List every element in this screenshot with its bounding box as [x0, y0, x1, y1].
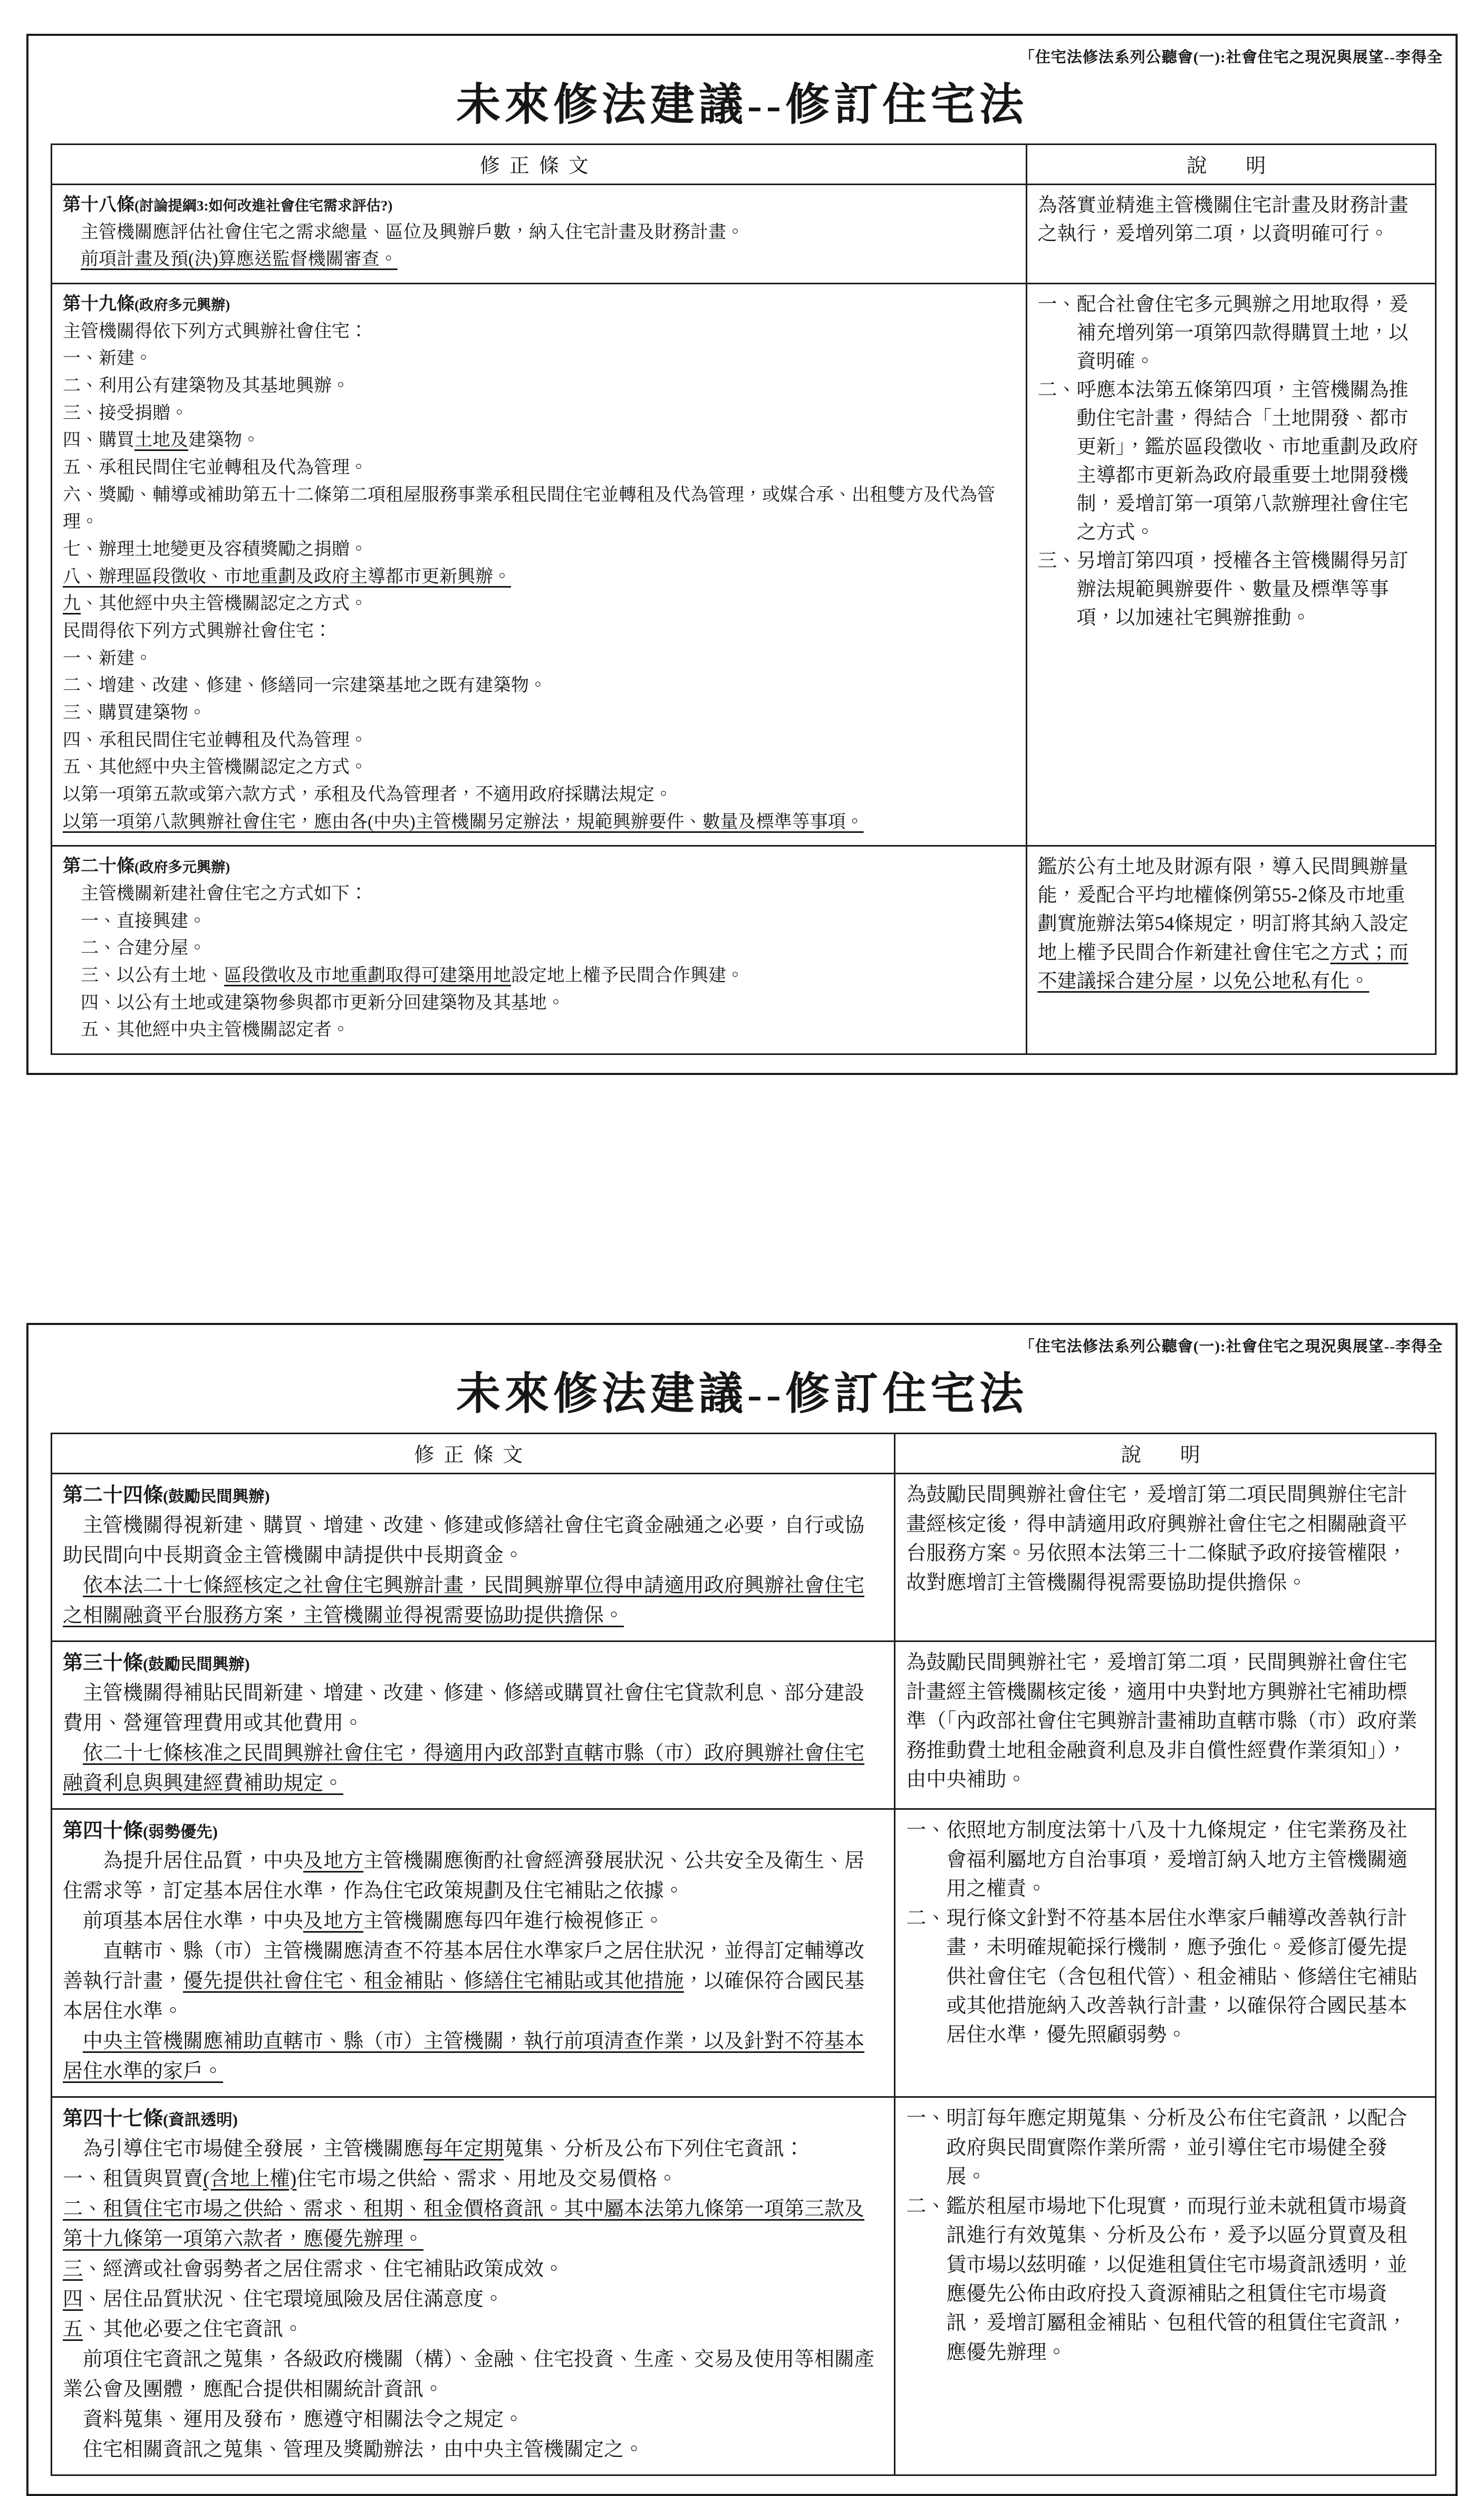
clause-text	[63, 318, 1015, 345]
underlined-text: 區段徵收及市地重劃取得可建築用地	[224, 966, 511, 986]
article-heading	[63, 853, 1015, 880]
article-heading	[63, 1816, 883, 1846]
underlined-text: 每年定期	[423, 2138, 504, 2161]
article-row	[52, 184, 1435, 283]
text-segment: 、經濟或社會弱勢者之居住需求、住宅補貼政策成效。	[83, 2258, 564, 2281]
text-segment: 主管機關應衡酌社會經濟發展狀況、公共安全及衛生、居住需求等，訂定基本居住水準，作為住宅政策規劃及住宅補貼之依據。	[63, 1850, 865, 1903]
text-segment: 一、依照地方制度法第十八及十九條規定，住宅業務及社會福利屬地方自治事項，爰增訂納入地方主管機關適用之權責。	[906, 1819, 1408, 1900]
amendment-cell	[52, 1808, 895, 2096]
explanation-cell	[1027, 184, 1435, 283]
clause-text	[63, 2284, 883, 2315]
text-segment: 五、其他經中央主管機關認定之方式。	[63, 757, 368, 777]
table-header-row	[52, 145, 1435, 184]
text-segment: 一、新建。	[63, 349, 152, 369]
text-segment: 二、利用公有建築物及其基地興辦。	[63, 376, 350, 396]
underlined-text: 及地方	[303, 1910, 364, 1933]
underlined-text: 方式；而不建議採合建分屋，以免公地私有化。	[1037, 942, 1409, 992]
amendment-table	[51, 1433, 1437, 2476]
scanned-document	[0, 34, 1484, 2496]
clause-text	[63, 2254, 883, 2284]
underlined-text: 依本法二十七條經核定之社會住宅興辦計畫，民間興辦單位得申請適用政府興辦社會住宅之相關融資平台服務方案，主管機關並得視需要協助提供擔保。	[63, 1575, 865, 1627]
text-segment: 第二十條	[63, 857, 134, 877]
column-header-explanation: 說 明	[1187, 155, 1276, 177]
clause-text	[63, 880, 1015, 908]
clause-text	[63, 1678, 883, 1739]
text-segment: 三、另增訂第四項，授權各主管機關得另訂辦法規範興辦要件、數量及標準等事項，以加速社宅興辦推動。	[1037, 550, 1409, 629]
text-segment: 二、呼應本法第五條第四項，主管機關為推動住宅計畫，得結合「土地開發、都市更新」，鑑於區段徵收、市地重劃及政府主導都市更新為政府最重要土地開發機制，爰增訂第一項第八款辦理社會住宅之方式。	[1037, 379, 1418, 544]
underlined-text: 前項計畫及預(決)算應送監督機關審查。	[81, 249, 398, 270]
column-header-amendment: 修正條文	[52, 1434, 895, 1473]
clause-text	[1038, 376, 1425, 547]
clause-text	[1038, 191, 1425, 248]
article-row	[52, 2096, 1435, 2474]
text-segment: 資料蒐集、運用及發布，應遵守相關法令之規定。	[83, 2408, 524, 2431]
text-segment: 、其他必要之住宅資訊。	[83, 2318, 304, 2341]
amendment-cell	[52, 845, 1027, 1053]
clause-text	[1038, 547, 1425, 632]
clause-text	[63, 672, 1015, 699]
text-segment: 民間得依下列方式興辦社會住宅：	[63, 621, 332, 641]
text-segment: 主管機關應每四年進行檢視修正。	[363, 1910, 664, 1933]
article-row	[52, 1640, 1435, 1808]
clause-text	[906, 2104, 1424, 2192]
table-header-row	[52, 1434, 1435, 1473]
explanation-cell	[895, 1808, 1435, 2096]
text-segment: 一、明訂每年應定期蒐集、分析及公布住宅資訊，以配合政府與民間實際作業所需，並引導住宅市場健全發展。	[906, 2107, 1408, 2188]
text-segment: 五、其他經中央主管機關認定者。	[81, 1020, 350, 1040]
clause-text	[906, 1481, 1424, 1598]
clause-text	[63, 2194, 883, 2254]
clause-text	[906, 2192, 1424, 2368]
text-segment: 前項住宅資訊之蒐集，各級政府機關（構）、金融、住宅投資、生產、交易及使用等相關產業公會及團體，應配合提供相關統計資訊。	[63, 2348, 875, 2401]
clause-text	[63, 246, 1015, 273]
text-segment: 建築物。	[188, 430, 260, 450]
text-segment: (資訊透明)	[163, 2111, 238, 2129]
article-row	[52, 283, 1435, 845]
clause-text	[906, 1816, 1424, 1904]
underlined-text: 四	[63, 2288, 83, 2311]
underlined-text: 五	[63, 2318, 83, 2341]
clause-text	[63, 2345, 883, 2405]
text-segment: 直轄市、縣（市）主管機關應清查不符基本居住水準家戶之居住狀況，並得訂定輔導改善執行計畫，	[63, 1940, 865, 1993]
text-segment: ，以確保符合國民基本居住水準。	[63, 1970, 865, 2023]
amendment-cell	[52, 283, 1027, 845]
amendment-cell	[52, 1640, 895, 1808]
text-segment: 第十八條	[63, 195, 134, 215]
underlined-text: 二、租賃住宅市場之供給、需求、租期、租金價格資訊。其中屬本法第九條第一項第三款及第十九條第一項第六款者，應優先辦理。	[63, 2198, 865, 2251]
text-segment: 五、承租民間住宅並轉租及代為管理。	[63, 458, 368, 478]
text-segment: 二、鑑於租屋市場地下化現實，而現行並未就租賃市場資訊進行有效蒐集、分析及公布，爰予以區分買賣及租賃市場以茲明確，以促進租賃住宅市場資訊透明，並應優先公佈由政府投入資源補貼之租賃住宅市場資訊，爰增訂屬租金補貼、包租代管的租賃住宅資訊，應優先辦理。	[906, 2195, 1408, 2364]
underlined-text: 及地方	[303, 1850, 364, 1873]
text-segment: 第四十條	[63, 1820, 143, 1842]
clause-text	[63, 2405, 883, 2435]
clause-text	[63, 400, 1015, 427]
amendment-cell	[52, 2096, 895, 2474]
clause-text	[63, 2315, 883, 2345]
clause-text	[63, 2164, 883, 2194]
clause-text	[63, 563, 1015, 591]
text-segment: (政府多元興辦)	[134, 297, 230, 313]
text-segment: 三、購買建築物。	[63, 703, 206, 723]
clause-text	[63, 781, 1015, 809]
text-segment: 二、現行條文針對不符基本居住水準家戶輔導改善執行計畫，未明確規範採行機制，應予強化。爰修訂優先提供社會住宅（含包租代管）、租金補貼、修繕住宅補貼或其他措施納入改善執行計畫，以確保符合國民基本居住水準，優先照顧弱勢。	[906, 1907, 1418, 2047]
clause-text	[63, 345, 1015, 372]
clause-text	[63, 372, 1015, 400]
explanation-cell	[1027, 845, 1435, 1053]
column-header-explanation: 說 明	[1121, 1444, 1210, 1467]
explanation-cell	[895, 1640, 1435, 1808]
text-segment: 主管機關應評估社會住宅之需求總量、區位及興辦戶數，納入住宅計畫及財務計畫。	[81, 222, 744, 242]
text-segment: 、居住品質狀況、住宅環境風險及居住滿意度。	[83, 2288, 504, 2311]
clause-text	[63, 1846, 883, 1906]
text-segment: 六、獎勵、輔導或補助第五十二條第二項租屋服務事業承租民間住宅並轉租及代為管理，或媒合承、出租雙方及代為管理。	[63, 485, 995, 532]
text-segment: 、其他經中央主管機關認定之方式。	[81, 594, 368, 614]
text-segment: 一、租賃與買賣	[63, 2168, 204, 2191]
text-segment: 一、配合社會住宅多元興辦之用地取得，爰補充增列第一項第四款得購買土地，以資明確。	[1037, 294, 1409, 373]
text-segment: 為引導住宅市場健全發展，主管機關應	[83, 2138, 424, 2161]
clause-text	[1038, 853, 1425, 995]
underlined-text: 八、辦理區段徵收、市地重劃及政府主導都市更新興辦。	[63, 567, 511, 587]
text-segment: (政府多元興辦)	[134, 859, 230, 876]
clause-text	[63, 1906, 883, 1936]
explanation-cell	[1027, 283, 1435, 845]
text-segment: 前項基本居住水準，中央	[83, 1910, 304, 1933]
text-segment: 為提升居住品質，中央	[103, 1850, 304, 1873]
text-segment: 三、以公有土地、	[81, 966, 224, 986]
clause-text	[63, 962, 1015, 990]
clause-text	[63, 809, 1015, 836]
text-segment: 第二十四條	[63, 1484, 163, 1507]
clause-text	[63, 536, 1015, 563]
clause-text	[63, 727, 1015, 754]
article-heading	[63, 291, 1015, 318]
clause-text	[63, 2027, 883, 2087]
underlined-text: 土地及	[134, 430, 188, 450]
text-segment: (鼓勵民間興辦)	[143, 1655, 250, 1674]
text-segment: 四、以公有土地或建築物參與都市更新分回建築物及其基地。	[81, 993, 565, 1013]
text-segment: 第三十條	[63, 1652, 143, 1675]
page-title: 未來修法建議--修訂住宅法	[456, 1370, 1028, 1419]
text-segment: 二、合建分屋。	[81, 938, 206, 958]
clause-text	[63, 935, 1015, 962]
page-title: 未來修法建議--修訂住宅法	[456, 81, 1028, 130]
clause-text	[63, 2435, 883, 2465]
underlined-text: (含地上權)	[203, 2168, 297, 2191]
text-segment: 一、新建。	[63, 648, 152, 668]
article-heading	[63, 2104, 883, 2134]
text-segment: 七、辦理土地變更及容積獎勵之捐贈。	[63, 540, 368, 560]
text-segment: 設定地上權予民間合作興建。	[511, 966, 744, 986]
clause-text	[63, 219, 1015, 246]
clause-text	[906, 1648, 1424, 1794]
explanation-cell	[895, 2096, 1435, 2474]
clause-text	[63, 908, 1015, 935]
clause-text	[63, 1571, 883, 1631]
article-row	[52, 845, 1435, 1053]
text-segment: 住宅相關資訊之蒐集、管理及獎勵辦法，由中央主管機關定之。	[83, 2439, 644, 2461]
text-segment: 四、購買	[63, 430, 134, 450]
text-segment: 鑑於公有土地及財源有限，導入民間興辦量能，爰配合平均地權條例第55-2條及市地重劃實施辦法第54條規定，明訂將其納入設定地上權予民間合作新建社會住宅之	[1037, 856, 1409, 964]
text-segment: 主管機關新建社會住宅之方式如下：	[81, 884, 368, 904]
clause-text	[906, 1904, 1424, 2050]
clause-text	[63, 1016, 1015, 1044]
clause-text	[1038, 291, 1425, 376]
text-segment: (討論提綱3:如何改進社會住宅需求評估?)	[134, 198, 393, 214]
column-header-amendment: 修正條文	[52, 145, 1027, 184]
clause-text	[63, 427, 1015, 454]
clause-text	[63, 590, 1015, 618]
text-segment: 三、接受捐贈。	[63, 403, 188, 423]
underlined-text: 中央主管機關應補助直轄市、縣（市）主管機關，執行前項清查作業，以及針對不符基本居住水準的家戶。	[63, 2030, 865, 2083]
clause-text	[63, 645, 1015, 673]
text-segment: 第四十七條	[63, 2108, 163, 2130]
text-segment: 為鼓勵民間興辦社會住宅，爰增訂第二項民間興辦住宅計畫經核定後，得申請適用政府興辦社會住宅之相關融資平台服務方案。另依照本法第三十二條賦予政府接管權限，故對應增訂主管機關得視需要協助提供擔保。	[906, 1484, 1408, 1594]
text-segment: 四、承租民間住宅並轉租及代為管理。	[63, 730, 368, 750]
text-segment: 住宅市場之供給、需求、用地及交易價格。	[296, 2168, 678, 2191]
clause-text	[63, 454, 1015, 482]
clause-text	[63, 1511, 883, 1571]
underlined-text: 三	[63, 2258, 83, 2281]
text-segment: 為落實並精進主管機關住宅計畫及財務計畫之執行，爰增列第二項，以資明確可行。	[1037, 195, 1409, 245]
underlined-text: 依二十七條核准之民間興辦社會住宅，得適用內政部對直轄市縣（市）政府興辦社會住宅融資利息與興建經費補助規定。	[63, 1742, 865, 1795]
clause-text	[63, 990, 1015, 1017]
text-segment: 主管機關得視新建、購買、增建、改建、修建或修繕社會住宅資金融通之必要，自行或協助民間向中長期資金主管機關申請提供中長期資金。	[63, 1514, 865, 1567]
underlined-text: 以第一項第八款興辦社會住宅，應由各(中央)主管機關另定辦法，規範興辦要件、數量及標準等事項。	[63, 812, 864, 832]
text-segment: 第十九條	[63, 294, 134, 314]
text-segment: 主管機關得補貼民間新建、增建、改建、修建、修繕或購買社會住宅貸款利息、部分建設費用、營運管理費用或其他費用。	[63, 1682, 865, 1735]
text-segment: 二、增建、改建、修建、修繕同一宗建築基地之既有建築物。	[63, 676, 547, 696]
clause-text	[63, 1739, 883, 1799]
slide-page-1	[26, 34, 1458, 1075]
page-header-note: 「住宅法修法系列公聽會(一):社會住宅之現況與展望--李得全	[1019, 1338, 1443, 1356]
article-row	[52, 1808, 1435, 2096]
clause-text	[63, 1936, 883, 2027]
underlined-text: 優先提供社會住宅、租金補貼、修繕住宅補貼或其他措施	[183, 1970, 685, 1993]
article-row	[52, 1473, 1435, 1640]
underlined-text: 九	[63, 594, 81, 614]
text-segment: 以第一項第五款或第六款方式，承租及代為管理者，不適用政府採購法規定。	[63, 785, 672, 805]
amendment-cell	[52, 1473, 895, 1640]
text-segment: 一、直接興建。	[81, 911, 206, 931]
article-heading	[63, 1648, 883, 1678]
amendment-cell	[52, 184, 1027, 283]
article-heading	[63, 1481, 883, 1511]
amendment-table	[51, 143, 1437, 1055]
text-segment: (鼓勵民間興辦)	[163, 1487, 270, 1506]
text-segment: (弱勢優先)	[143, 1823, 218, 1841]
clause-text	[63, 699, 1015, 727]
slide-page-2	[26, 1323, 1458, 2496]
text-segment: 蒐集、分析及公布下列住宅資訊：	[504, 2138, 805, 2161]
explanation-cell	[895, 1473, 1435, 1640]
clause-text	[63, 754, 1015, 781]
clause-text	[63, 482, 1015, 536]
article-heading	[63, 191, 1015, 219]
clause-text	[63, 618, 1015, 645]
clause-text	[63, 2134, 883, 2164]
text-segment: 主管機關得依下列方式興辦社會住宅：	[63, 321, 368, 341]
text-segment: 為鼓勵民間興辦社宅，爰增訂第二項，民間興辦社會住宅計畫經主管機關核定後，適用中央對地方興辦社宅補助標準（「內政部社會住宅興辦計畫補助直轄市縣（市）政府業務推動費土地租金融資利息及非自償性經費作業須知」），由中央補助。	[906, 1652, 1418, 1791]
page-header-note: 「住宅法修法系列公聽會(一):社會住宅之現況與展望--李得全	[1019, 49, 1443, 66]
